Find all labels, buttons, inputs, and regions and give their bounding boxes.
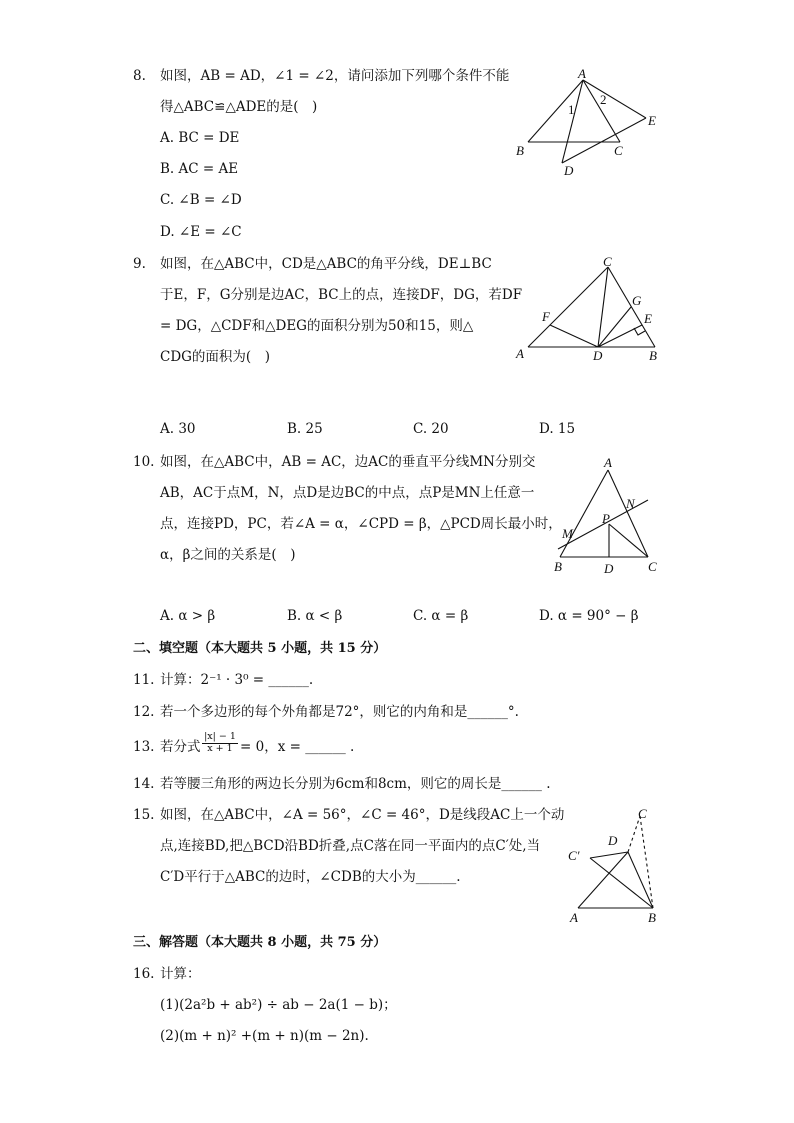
q8-stem-line2: 得△ABC≌△ADE的是( ) <box>160 99 318 115</box>
q10-option-c[interactable]: C. α = β <box>413 608 469 624</box>
q9-stem-line1: 如图，在△ABC中，CD是△ABC的角平分线，DE⊥BC <box>160 256 492 272</box>
q10-label-n: N <box>626 496 635 511</box>
q8-figure <box>510 66 670 181</box>
q9-option-d[interactable]: D. 15 <box>539 421 576 437</box>
q13-number: 13. <box>133 739 155 755</box>
q9-label-f: F <box>542 309 550 324</box>
q15-figure <box>560 802 670 928</box>
q8-label-b: B <box>516 143 524 158</box>
q10-option-a[interactable]: A. α > β <box>160 608 216 624</box>
q15-label-a: A <box>570 910 578 925</box>
q8-option-d[interactable]: D. ∠E = ∠C <box>160 224 242 240</box>
q15-label-cprime: C′ <box>568 848 580 863</box>
q9-stem-line3: = DG，△CDF和△DEG的面积分别为50和15，则△ <box>160 318 474 334</box>
q10-number: 10. <box>133 454 155 470</box>
q10-label-m: M <box>562 526 573 541</box>
q12-number: 12. <box>133 704 155 720</box>
q10-stem-line4: α，β之间的关系是( ) <box>160 547 296 563</box>
q8-label-a: A <box>578 66 586 81</box>
q8-label-2: 2 <box>600 92 607 107</box>
q11-text: 计算：2⁻¹ · 3⁰ = ______. <box>160 672 314 688</box>
q16-part1: (1)(2a²b + ab²) ÷ ab − 2a(1 − b)； <box>160 997 397 1013</box>
q13-suffix: = 0，x = ______ . <box>240 739 355 755</box>
q8-option-a[interactable]: A. BC = DE <box>160 130 240 146</box>
q8-label-d: D <box>564 163 574 178</box>
q10-label-p: P <box>602 511 610 526</box>
q10-figure <box>548 452 663 580</box>
q15-stem-line3: C′D平行于△ABC的边时，∠CDB的大小为______. <box>160 869 461 885</box>
q9-label-e: E <box>644 311 652 326</box>
q10-label-c: C <box>648 559 657 574</box>
q8-number: 8. <box>133 68 146 84</box>
q10-label-b: B <box>554 559 562 574</box>
q15-number: 15. <box>133 807 155 823</box>
q10-option-d[interactable]: D. α = 90° − β <box>539 608 639 624</box>
q9-stem-line4: CDG的面积为( ) <box>160 349 270 365</box>
q9-label-g: G <box>632 293 642 308</box>
q13-fraction <box>202 732 238 755</box>
q15-label-c: C <box>638 806 647 821</box>
section-solve-heading: 三、解答题（本大题共 8 小题，共 75 分） <box>133 935 387 950</box>
q10-stem-line2: AB，AC于点M，N，点D是边BC的中点，点P是MN上任意一 <box>160 485 535 501</box>
q9-figure <box>510 255 670 370</box>
q14-number: 14. <box>133 776 155 792</box>
q13-prefix: 若分式 <box>160 739 201 755</box>
q9-stem-line2: 于E，F，G分别是边AC，BC上的点，连接DF，DG，若DF <box>160 287 523 303</box>
q9-option-b[interactable]: B. 25 <box>287 421 323 437</box>
q8-label-e: E <box>648 113 656 128</box>
q15-stem-line2: 点,连接BD,把△BCD沿BD折叠,点C落在同一平面内的点C′处,当 <box>160 838 541 854</box>
q9-option-a[interactable]: A. 30 <box>160 421 196 437</box>
q9-label-d: D <box>593 348 603 363</box>
q9-number: 9. <box>133 256 146 272</box>
q8-option-c[interactable]: C. ∠B = ∠D <box>160 192 242 208</box>
q8-option-b[interactable]: B. AC = AE <box>160 161 239 177</box>
q13-numerator: |x| − 1 <box>202 732 238 744</box>
q9-label-c: C <box>603 255 612 269</box>
q9-label-a: A <box>516 346 524 361</box>
q10-label-d: D <box>604 561 614 576</box>
q16-number: 16. <box>133 966 155 982</box>
q16-title: 计算： <box>160 966 201 982</box>
q15-label-d: D <box>608 833 618 848</box>
q11-number: 11. <box>133 672 155 688</box>
q10-option-b[interactable]: B. α < β <box>287 608 343 624</box>
section-fill-in-heading: 二、填空题（本大题共 5 小题，共 15 分） <box>133 641 387 656</box>
q9-option-c[interactable]: C. 20 <box>413 421 449 437</box>
q8-label-1: 1 <box>568 102 575 117</box>
q8-label-c: C <box>614 143 623 158</box>
q13-denominator: x + 1 <box>207 742 233 754</box>
q9-label-b: B <box>649 348 657 363</box>
q15-label-b: B <box>648 910 656 925</box>
q16-part2: (2)(m + n)² +(m + n)(m − 2n). <box>160 1028 369 1044</box>
q10-stem-line1: 如图，在△ABC中，AB = AC，边AC的垂直平分线MN分别交 <box>160 454 536 470</box>
q8-stem-line1: 如图，AB = AD，∠1 = ∠2，请问添加下列哪个条件不能 <box>160 68 510 84</box>
q15-stem-line1: 如图，在△ABC中，∠A = 56°，∠C = 46°，D是线段AC上一个动 <box>160 807 565 823</box>
q10-label-a: A <box>604 455 612 470</box>
q10-stem-line3: 点，连接PD，PC，若∠A = α，∠CPD = β，△PCD周长最小时， <box>160 516 562 532</box>
q12-text: 若一个多边形的每个外角都是72°，则它的内角和是______°. <box>160 704 519 720</box>
q14-text: 若等腰三角形的两边长分别为6cm和8cm，则它的周长是______ . <box>160 776 551 792</box>
